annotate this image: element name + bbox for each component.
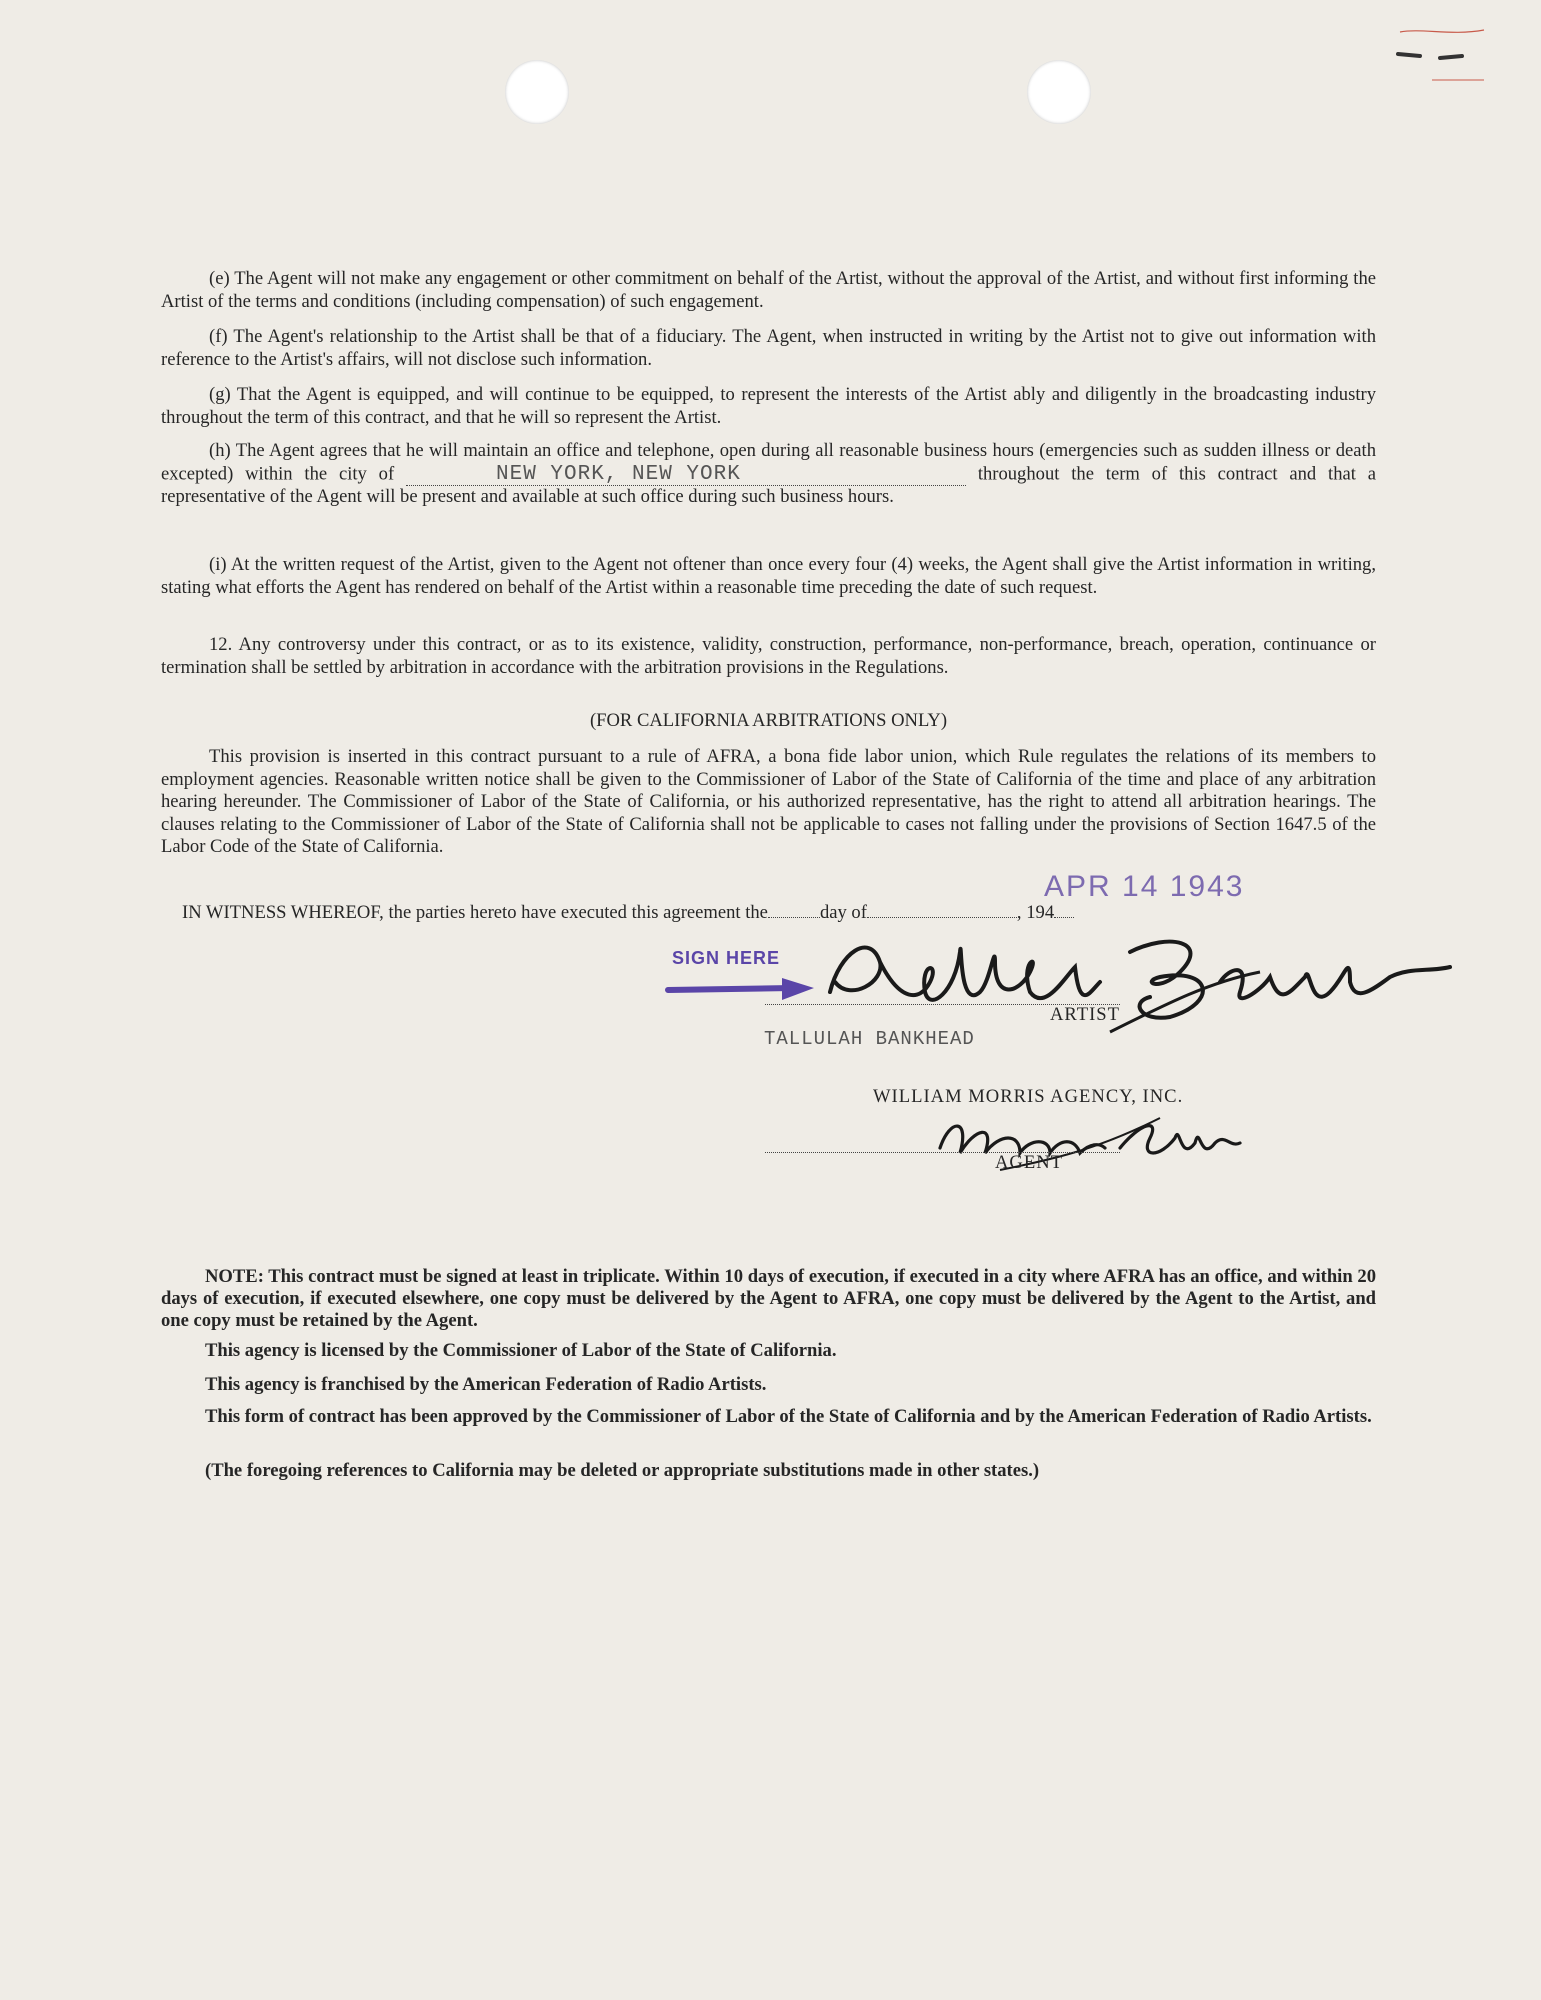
clause-i: (i) At the written request of the Artist, given to the Agent not oftener than once every four (4) weeks, the Agent shall give the Artist information in writing, stating what efforts the Agent has rendered on behalf of the Artist within a reasonable time preceding the date of such request. [161,554,1376,598]
artist-handwritten-signature [790,922,1490,1042]
clause-12: 12. Any controversy under this contract, or as to its existence, validity, construction, performance, non-performance, breach, operation, continuance or termination shall be settled by arbitration in accordance with the arbitration provisions in the Regulations. [161,634,1376,678]
clause-h [161,440,1376,508]
artist-typed-name: TALLULAH BANKHEAD [764,1028,975,1050]
punch-hole-right [1027,60,1091,124]
month-fill-line [867,903,1017,918]
agency-name: WILLIAM MORRIS AGENCY, INC. [873,1086,1184,1107]
agent-signature-line [765,1152,1120,1153]
note-franchised: This agency is franchised by the American Federation of Radio Artists. [205,1374,767,1395]
california-provision: This provision is inserted in this contract pursuant to a rule of AFRA, a bona fide labor union, which Rule regulates the relations of its members to employment agencies. Reasonable written notice shall be given to the Commissioner of Labor of the State of California of the time and place of any arbitration hearing hereunder. The Commissioner of Labor of the State of California, or his authorized representative, has the right to attend all arbitration hearings. The clauses relating to the Commissioner of Labor of the State of California shall not be applicable to cases not falling under the provisions of Section 1647.5 of the Labor Code of the State of California. [161,746,1376,857]
note-foregoing: (The foregoing references to California may be deleted or appropriate substitutions made in other states.) [205,1460,1040,1481]
year-fill-line [1054,903,1074,918]
clause-h-text-1: (h) The Agent agrees that he will maintain an office and telephone, open during all reasonable business hours (emergencies such as sudden illness or death excepted) within the city of [161,440,1376,484]
corner-pencil-mark [1392,24,1492,84]
california-heading: (FOR CALIFORNIA ARBITRATIONS ONLY) [589,710,948,731]
city-typed-value: NEW YORK, NEW YORK [495,463,741,486]
clause-g: (g) That the Agent is equipped, and will continue to be equipped, to represent the interests of the Artist ably and diligently in the broadcasting industry throughout the term of this contract, and that he will so represent the Artist. [161,384,1376,428]
witness-text-b: day of [819,902,867,923]
day-fill-line [768,903,820,918]
agent-handwritten-signature [900,1098,1260,1178]
sign-here-stamp: SIGN HERE [672,948,781,968]
witness-text-c: , 194 [1016,902,1055,923]
clause-f: (f) The Agent's relationship to the Artist shall be that of a fiduciary. The Agent, when instructed in writing by the Artist not to give out information with reference to the Artist's affairs, will not disclose such information. [161,326,1376,370]
date-stamp: APR 14 1943 [1044,870,1245,903]
note-licensed: This agency is licensed by the Commissioner of Labor of the State of California. [205,1340,837,1361]
clause-h-text-2: throughout the term of this contract and that a representative of the Agent will be present and available at such office during such business hours. [161,463,1376,507]
witness-line [182,902,1074,924]
punch-hole-left [505,60,569,124]
city-fill-line [406,463,966,486]
note-approved: This form of contract has been approved by the Commissioner of Labor of the State of California and by the American Federation of Radio Artists. [205,1406,1372,1427]
artist-label: ARTIST [1050,1004,1120,1025]
witness-text-a: IN WITNESS WHEREOF, the parties hereto have executed this agreement the [182,902,768,923]
clause-e: (e) The Agent will not make any engagement or other commitment on behalf of the Artist, without the approval of the Artist, and without first informing the Artist of the terms and conditions (including compensation) of such engagement. [161,268,1376,312]
note-triplicate: NOTE: This contract must be signed at least in triplicate. Within 10 days of execution, if executed in a city where AFRA has an office, and within 20 days of execution, if executed elsewhere, one copy must be delivered by the Agent to AFRA, one copy must be delivered by the Agent to the Artist, and one copy must be retained by the Agent. [161,1266,1376,1331]
agent-label: AGENT [995,1152,1063,1173]
